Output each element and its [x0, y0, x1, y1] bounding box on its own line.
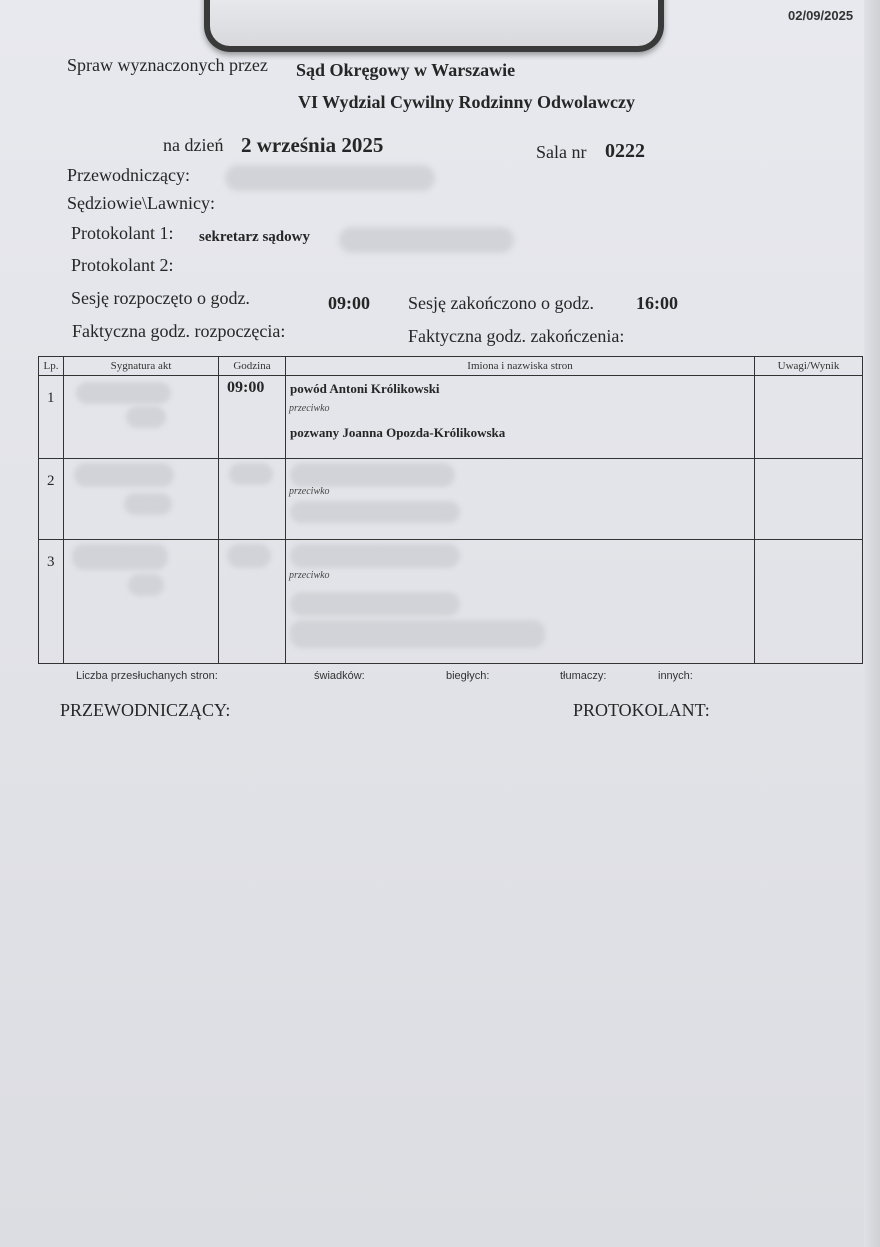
redacted-signature — [72, 544, 168, 570]
experts-label: biegłych: — [446, 670, 490, 682]
table-row — [39, 459, 863, 540]
lp-cell — [39, 459, 64, 540]
clerk2-label: Protokolant 2: — [71, 255, 174, 275]
judges-label: Sędziowie\Lawnicy: — [67, 193, 215, 213]
redacted-defendant — [290, 592, 460, 616]
versus-label: przeciwko — [289, 403, 330, 414]
parties-cell — [286, 376, 755, 459]
remarks-cell — [755, 540, 863, 664]
cases-table — [38, 356, 863, 664]
redacted-signature — [124, 493, 172, 515]
lp-value: 3 — [47, 554, 55, 570]
others-label: innych: — [658, 670, 693, 682]
lp-value: 2 — [47, 473, 55, 489]
redacted-hour — [227, 544, 271, 568]
parties-cell — [286, 459, 755, 540]
room-number: 0222 — [605, 140, 645, 162]
photo-date-stamp: 02/09/2025 — [788, 8, 854, 23]
column-header: Imiona i nazwiska stron — [286, 357, 755, 376]
actual-start-label: Faktyczna godz. rozpoczęcia: — [72, 321, 286, 341]
table-row — [39, 540, 863, 664]
hour-cell — [219, 540, 286, 664]
redacted-presiding — [225, 165, 435, 191]
start-label: Sesję rozpoczęto o godz. — [71, 288, 250, 308]
witnesses-label: świadków: — [314, 670, 365, 682]
header-prefix: Spraw wyznaczonych przez — [67, 55, 268, 75]
lp-cell — [39, 540, 64, 664]
start-time: 09:00 — [328, 293, 370, 313]
remarks-cell — [755, 459, 863, 540]
table-row — [39, 376, 863, 459]
end-label: Sesję zakończono o godz. — [408, 293, 594, 313]
clerk1-label: Protokolant 1: — [71, 223, 174, 243]
defendant-name: pozwany Joanna Opozda-Królikowska — [290, 425, 506, 440]
redacted-hour — [229, 463, 273, 485]
redacted-signature — [126, 406, 166, 428]
column-header: Sygnatura akt — [64, 357, 219, 376]
hour-value: 09:00 — [227, 379, 265, 396]
redacted-defendant — [290, 620, 545, 648]
remarks-cell — [755, 376, 863, 459]
room-label: Sala nr — [536, 142, 587, 162]
interpreters-label: tłumaczy: — [560, 670, 607, 682]
redacted-defendant — [290, 501, 460, 523]
column-header: Lp. — [39, 357, 64, 376]
signature-cell — [64, 459, 219, 540]
redacted-signature — [128, 574, 164, 596]
clerk-signature-label: PROTOKOLANT: — [573, 700, 710, 720]
redacted-plaintiff — [290, 544, 460, 568]
redacted-plaintiff — [290, 463, 455, 487]
presiding-signature-label: PRZEWODNICZĄCY: — [60, 700, 231, 720]
parties-heard-label: Liczba przesłuchanych stron: — [76, 670, 218, 682]
court-name: Sąd Okręgowy w Warszawie — [296, 60, 516, 80]
plaintiff-name: powód Antoni Królikowski — [290, 381, 440, 396]
redacted-clerk — [339, 227, 514, 253]
clerk1-value: sekretarz sądowy — [199, 229, 310, 245]
versus-label: przeciwko — [289, 486, 330, 497]
lp-cell — [39, 376, 64, 459]
clipboard-clip — [204, 0, 664, 52]
hour-cell — [219, 376, 286, 459]
presiding-label: Przewodniczący: — [67, 165, 190, 185]
versus-label: przeciwko — [289, 570, 330, 581]
column-header: Uwagi/Wynik — [755, 357, 863, 376]
parties-cell — [286, 540, 755, 664]
signature-cell — [64, 540, 219, 664]
division-name: VI Wydzial Cywilny Rodzinny Odwolawczy — [298, 92, 636, 112]
redacted-signature — [74, 463, 174, 487]
date-label: na dzień — [163, 135, 224, 155]
hour-cell — [219, 459, 286, 540]
lp-value: 1 — [47, 390, 55, 406]
column-header: Godzina — [219, 357, 286, 376]
session-date: 2 września 2025 — [241, 133, 384, 157]
signature-cell — [64, 376, 219, 459]
table-header-row — [39, 357, 863, 376]
end-time: 16:00 — [636, 293, 678, 313]
paper-edge — [864, 0, 880, 1247]
redacted-signature — [76, 382, 171, 404]
actual-end-label: Faktyczna godz. zakończenia: — [408, 326, 625, 346]
